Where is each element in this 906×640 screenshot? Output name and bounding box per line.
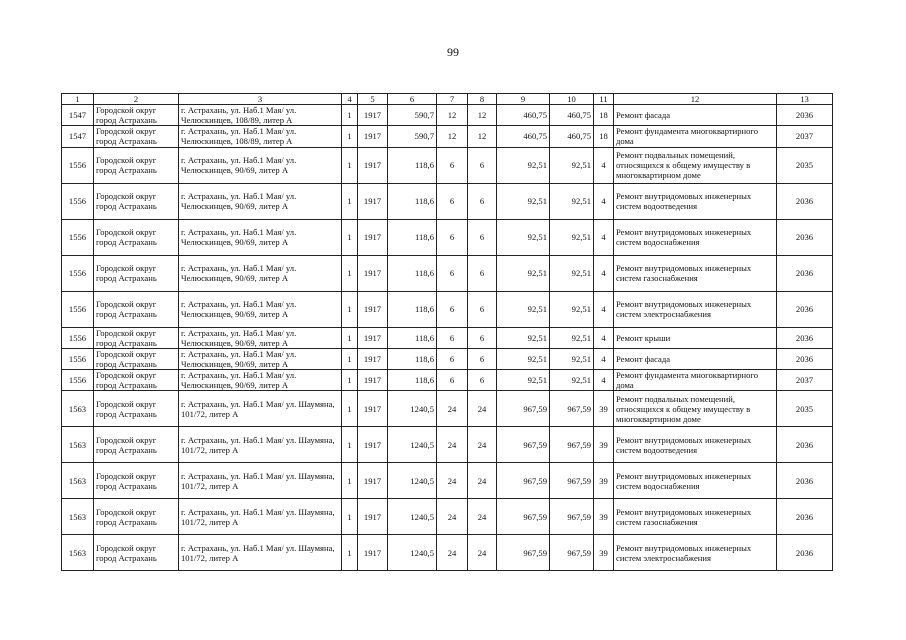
cell-address: г. Астрахань, ул. Наб.1 Мая/ ул. Челюскинцев, 90/69, литер А xyxy=(179,147,342,183)
cell-col8: 24 xyxy=(468,427,497,463)
cell-year: 1917 xyxy=(358,327,388,348)
column-header: 12 xyxy=(614,94,777,105)
cell-area: 1240,5 xyxy=(388,535,437,571)
cell-work-type: Ремонт фасада xyxy=(614,105,777,126)
cell-area: 1240,5 xyxy=(388,463,437,499)
cell-municipality: Городской округ город Астрахань xyxy=(94,427,179,463)
cell-col9: 92,51 xyxy=(497,255,550,291)
cell-col10: 967,59 xyxy=(550,391,594,427)
cell-col7: 24 xyxy=(437,391,468,427)
cell-work-type: Ремонт внутридомовых инженерных систем водоотведения xyxy=(614,183,777,219)
table-row xyxy=(62,391,833,427)
cell-col7: 24 xyxy=(437,427,468,463)
cell-municipality: Городской округ город Астрахань xyxy=(94,126,179,147)
cell-col4: 1 xyxy=(342,105,358,126)
column-header: 3 xyxy=(179,94,342,105)
cell-plan-year: 2036 xyxy=(777,105,833,126)
cell-municipality: Городской округ город Астрахань xyxy=(94,183,179,219)
cell-col4: 1 xyxy=(342,147,358,183)
cell-col9: 92,51 xyxy=(497,291,550,327)
cell-address: г. Астрахань, ул. Наб.1 Мая/ ул. Челюскинцев, 90/69, литер А xyxy=(179,291,342,327)
page-number: 99 xyxy=(447,45,459,59)
cell-address: г. Астрахань, ул. Наб.1 Мая/ ул. Челюскинцев, 108/89, литер А xyxy=(179,105,342,126)
cell-plan-year: 2036 xyxy=(777,535,833,571)
cell-col11: 4 xyxy=(594,219,614,255)
cell-col4: 1 xyxy=(342,348,358,369)
cell-year: 1917 xyxy=(358,499,388,535)
cell-year: 1917 xyxy=(358,147,388,183)
cell-municipality: Городской округ город Астрахань xyxy=(94,105,179,126)
cell-area: 118,6 xyxy=(388,147,437,183)
cell-col7: 24 xyxy=(437,463,468,499)
cell-col4: 1 xyxy=(342,463,358,499)
cell-col10: 92,51 xyxy=(550,370,594,391)
registry-table xyxy=(61,93,833,571)
table-row xyxy=(62,327,833,348)
cell-col11: 4 xyxy=(594,183,614,219)
cell-col4: 1 xyxy=(342,219,358,255)
cell-address: г. Астрахань, ул. Наб.1 Мая/ ул. Челюскинцев, 90/69, литер А xyxy=(179,348,342,369)
cell-municipality: Городской округ город Астрахань xyxy=(94,291,179,327)
cell-col10: 967,59 xyxy=(550,499,594,535)
cell-year: 1917 xyxy=(358,255,388,291)
cell-col8: 6 xyxy=(468,219,497,255)
table-row xyxy=(62,105,833,126)
table-row xyxy=(62,370,833,391)
cell-year: 1917 xyxy=(358,348,388,369)
column-header: 9 xyxy=(497,94,550,105)
cell-year: 1917 xyxy=(358,183,388,219)
cell-col8: 6 xyxy=(468,370,497,391)
cell-col11: 39 xyxy=(594,391,614,427)
table-row xyxy=(62,427,833,463)
cell-area: 118,6 xyxy=(388,183,437,219)
cell-col10: 92,51 xyxy=(550,327,594,348)
cell-col8: 12 xyxy=(468,105,497,126)
cell-id: 1563 xyxy=(62,499,94,535)
cell-col9: 967,59 xyxy=(497,463,550,499)
cell-area: 118,6 xyxy=(388,291,437,327)
table-row xyxy=(62,348,833,369)
cell-plan-year: 2036 xyxy=(777,499,833,535)
cell-col8: 6 xyxy=(468,255,497,291)
cell-id: 1556 xyxy=(62,183,94,219)
cell-col10: 967,59 xyxy=(550,427,594,463)
cell-id: 1563 xyxy=(62,535,94,571)
cell-col7: 6 xyxy=(437,291,468,327)
cell-address: г. Астрахань, ул. Наб.1 Мая/ ул. Шаумяна, 101/72, литер А xyxy=(179,499,342,535)
cell-col11: 39 xyxy=(594,535,614,571)
cell-area: 118,6 xyxy=(388,219,437,255)
column-header: 1 xyxy=(62,94,94,105)
cell-area: 118,6 xyxy=(388,370,437,391)
cell-work-type: Ремонт внутридомовых инженерных систем электроснабжения xyxy=(614,291,777,327)
table-row xyxy=(62,126,833,147)
cell-col11: 4 xyxy=(594,255,614,291)
cell-id: 1563 xyxy=(62,427,94,463)
column-header: 11 xyxy=(594,94,614,105)
cell-col7: 6 xyxy=(437,147,468,183)
cell-year: 1917 xyxy=(358,126,388,147)
cell-col9: 460,75 xyxy=(497,126,550,147)
cell-col10: 92,51 xyxy=(550,183,594,219)
table-row xyxy=(62,183,833,219)
cell-work-type: Ремонт внутридомовых инженерных систем водоснабжения xyxy=(614,463,777,499)
table-row xyxy=(62,499,833,535)
cell-work-type: Ремонт внутридомовых инженерных систем водоотведения xyxy=(614,427,777,463)
cell-id: 1563 xyxy=(62,463,94,499)
column-header: 7 xyxy=(437,94,468,105)
cell-col7: 6 xyxy=(437,255,468,291)
cell-col9: 92,51 xyxy=(497,219,550,255)
column-header: 5 xyxy=(358,94,388,105)
cell-col7: 24 xyxy=(437,535,468,571)
cell-col4: 1 xyxy=(342,391,358,427)
cell-id: 1556 xyxy=(62,147,94,183)
column-header: 6 xyxy=(388,94,437,105)
cell-work-type: Ремонт фасада xyxy=(614,348,777,369)
cell-id: 1556 xyxy=(62,327,94,348)
cell-id: 1556 xyxy=(62,219,94,255)
cell-work-type: Ремонт внутридомовых инженерных систем газоснабжения xyxy=(614,255,777,291)
cell-plan-year: 2037 xyxy=(777,370,833,391)
cell-id: 1556 xyxy=(62,348,94,369)
cell-col9: 460,75 xyxy=(497,105,550,126)
cell-col8: 24 xyxy=(468,535,497,571)
cell-col4: 1 xyxy=(342,499,358,535)
cell-municipality: Городской округ город Астрахань xyxy=(94,370,179,391)
column-number-row xyxy=(62,94,833,105)
cell-year: 1917 xyxy=(358,535,388,571)
cell-work-type: Ремонт внутридомовых инженерных систем электроснабжения xyxy=(614,535,777,571)
cell-municipality: Городской округ город Астрахань xyxy=(94,255,179,291)
cell-col9: 967,59 xyxy=(497,499,550,535)
column-header: 4 xyxy=(342,94,358,105)
cell-plan-year: 2035 xyxy=(777,391,833,427)
cell-col8: 24 xyxy=(468,391,497,427)
cell-col8: 6 xyxy=(468,348,497,369)
cell-col8: 6 xyxy=(468,183,497,219)
cell-address: г. Астрахань, ул. Наб.1 Мая/ ул. Челюскинцев, 90/69, литер А xyxy=(179,255,342,291)
cell-address: г. Астрахань, ул. Наб.1 Мая/ ул. Челюскинцев, 108/89, литер А xyxy=(179,126,342,147)
table-row xyxy=(62,535,833,571)
cell-plan-year: 2036 xyxy=(777,291,833,327)
cell-col9: 92,51 xyxy=(497,327,550,348)
cell-col7: 12 xyxy=(437,105,468,126)
cell-work-type: Ремонт фундамента многоквартирного дома xyxy=(614,370,777,391)
cell-col7: 12 xyxy=(437,126,468,147)
cell-plan-year: 2036 xyxy=(777,219,833,255)
cell-col7: 6 xyxy=(437,370,468,391)
cell-col10: 92,51 xyxy=(550,219,594,255)
cell-col10: 92,51 xyxy=(550,348,594,369)
cell-address: г. Астрахань, ул. Наб.1 Мая/ ул. Челюскинцев, 90/69, литер А xyxy=(179,183,342,219)
cell-area: 118,6 xyxy=(388,327,437,348)
table-row xyxy=(62,463,833,499)
cell-plan-year: 2036 xyxy=(777,427,833,463)
cell-plan-year: 2036 xyxy=(777,327,833,348)
cell-col8: 24 xyxy=(468,463,497,499)
cell-address: г. Астрахань, ул. Наб.1 Мая/ ул. Челюскинцев, 90/69, литер А xyxy=(179,219,342,255)
cell-col9: 92,51 xyxy=(497,370,550,391)
cell-year: 1917 xyxy=(358,291,388,327)
column-header: 2 xyxy=(94,94,179,105)
cell-area: 1240,5 xyxy=(388,427,437,463)
cell-year: 1917 xyxy=(358,219,388,255)
cell-municipality: Городской округ город Астрахань xyxy=(94,463,179,499)
cell-address: г. Астрахань, ул. Наб.1 Мая/ ул. Челюскинцев, 90/69, литер А xyxy=(179,370,342,391)
cell-col4: 1 xyxy=(342,427,358,463)
cell-col11: 4 xyxy=(594,147,614,183)
cell-plan-year: 2035 xyxy=(777,147,833,183)
cell-col8: 24 xyxy=(468,499,497,535)
cell-area: 590,7 xyxy=(388,126,437,147)
column-header: 10 xyxy=(550,94,594,105)
cell-col11: 18 xyxy=(594,126,614,147)
cell-col8: 12 xyxy=(468,126,497,147)
table-row xyxy=(62,147,833,183)
cell-col9: 967,59 xyxy=(497,535,550,571)
table-row xyxy=(62,291,833,327)
cell-work-type: Ремонт фундамента многоквартирного дома xyxy=(614,126,777,147)
cell-municipality: Городской округ город Астрахань xyxy=(94,348,179,369)
cell-year: 1917 xyxy=(358,391,388,427)
cell-work-type: Ремонт подвальных помещений, относящихся к общему имуществу в многоквартирном доме xyxy=(614,147,777,183)
cell-col4: 1 xyxy=(342,535,358,571)
cell-id: 1556 xyxy=(62,291,94,327)
cell-work-type: Ремонт подвальных помещений, относящихся к общему имуществу в многоквартирном доме xyxy=(614,391,777,427)
cell-address: г. Астрахань, ул. Наб.1 Мая/ ул. Шаумяна, 101/72, литер А xyxy=(179,427,342,463)
cell-col7: 24 xyxy=(437,499,468,535)
cell-id: 1556 xyxy=(62,255,94,291)
column-header: 13 xyxy=(777,94,833,105)
cell-col4: 1 xyxy=(342,183,358,219)
cell-col11: 4 xyxy=(594,348,614,369)
cell-col10: 967,59 xyxy=(550,535,594,571)
cell-id: 1547 xyxy=(62,126,94,147)
cell-col4: 1 xyxy=(342,327,358,348)
cell-col11: 18 xyxy=(594,105,614,126)
cell-work-type: Ремонт внутридомовых инженерных систем газоснабжения xyxy=(614,499,777,535)
cell-id: 1547 xyxy=(62,105,94,126)
cell-col8: 6 xyxy=(468,147,497,183)
cell-col10: 92,51 xyxy=(550,291,594,327)
cell-col4: 1 xyxy=(342,291,358,327)
cell-col7: 6 xyxy=(437,183,468,219)
cell-col4: 1 xyxy=(342,255,358,291)
cell-municipality: Городской округ город Астрахань xyxy=(94,391,179,427)
cell-col10: 460,75 xyxy=(550,126,594,147)
cell-municipality: Городской округ город Астрахань xyxy=(94,327,179,348)
cell-plan-year: 2036 xyxy=(777,183,833,219)
cell-work-type: Ремонт крыши xyxy=(614,327,777,348)
cell-address: г. Астрахань, ул. Наб.1 Мая/ ул. Челюскинцев, 90/69, литер А xyxy=(179,327,342,348)
table-row xyxy=(62,219,833,255)
cell-year: 1917 xyxy=(358,463,388,499)
cell-col11: 39 xyxy=(594,463,614,499)
cell-col11: 4 xyxy=(594,327,614,348)
cell-col4: 1 xyxy=(342,370,358,391)
cell-municipality: Городской округ город Астрахань xyxy=(94,219,179,255)
column-header: 8 xyxy=(468,94,497,105)
cell-area: 118,6 xyxy=(388,348,437,369)
cell-municipality: Городской округ город Астрахань xyxy=(94,499,179,535)
cell-col9: 92,51 xyxy=(497,147,550,183)
cell-col9: 92,51 xyxy=(497,348,550,369)
cell-plan-year: 2037 xyxy=(777,126,833,147)
cell-address: г. Астрахань, ул. Наб.1 Мая/ ул. Шаумяна, 101/72, литер А xyxy=(179,391,342,427)
table-row xyxy=(62,255,833,291)
cell-col10: 92,51 xyxy=(550,147,594,183)
cell-col7: 6 xyxy=(437,219,468,255)
cell-municipality: Городской округ город Астрахань xyxy=(94,147,179,183)
cell-year: 1917 xyxy=(358,370,388,391)
cell-area: 590,7 xyxy=(388,105,437,126)
cell-col8: 6 xyxy=(468,291,497,327)
cell-plan-year: 2036 xyxy=(777,348,833,369)
cell-year: 1917 xyxy=(358,105,388,126)
cell-work-type: Ремонт внутридомовых инженерных систем водоснабжения xyxy=(614,219,777,255)
cell-id: 1556 xyxy=(62,370,94,391)
cell-col7: 6 xyxy=(437,348,468,369)
cell-col11: 4 xyxy=(594,370,614,391)
cell-col10: 967,59 xyxy=(550,463,594,499)
cell-id: 1563 xyxy=(62,391,94,427)
cell-address: г. Астрахань, ул. Наб.1 Мая/ ул. Шаумяна, 101/72, литер А xyxy=(179,463,342,499)
cell-col11: 39 xyxy=(594,427,614,463)
cell-col4: 1 xyxy=(342,126,358,147)
cell-address: г. Астрахань, ул. Наб.1 Мая/ ул. Шаумяна, 101/72, литер А xyxy=(179,535,342,571)
cell-col7: 6 xyxy=(437,327,468,348)
cell-col8: 6 xyxy=(468,327,497,348)
cell-municipality: Городской округ город Астрахань xyxy=(94,535,179,571)
cell-plan-year: 2036 xyxy=(777,255,833,291)
cell-col11: 39 xyxy=(594,499,614,535)
cell-col9: 967,59 xyxy=(497,427,550,463)
cell-col10: 460,75 xyxy=(550,105,594,126)
cell-col9: 92,51 xyxy=(497,183,550,219)
cell-year: 1917 xyxy=(358,427,388,463)
cell-plan-year: 2036 xyxy=(777,463,833,499)
table-body xyxy=(62,105,833,571)
cell-col11: 4 xyxy=(594,291,614,327)
cell-area: 1240,5 xyxy=(388,499,437,535)
cell-area: 118,6 xyxy=(388,255,437,291)
cell-area: 1240,5 xyxy=(388,391,437,427)
cell-col10: 92,51 xyxy=(550,255,594,291)
cell-col9: 967,59 xyxy=(497,391,550,427)
